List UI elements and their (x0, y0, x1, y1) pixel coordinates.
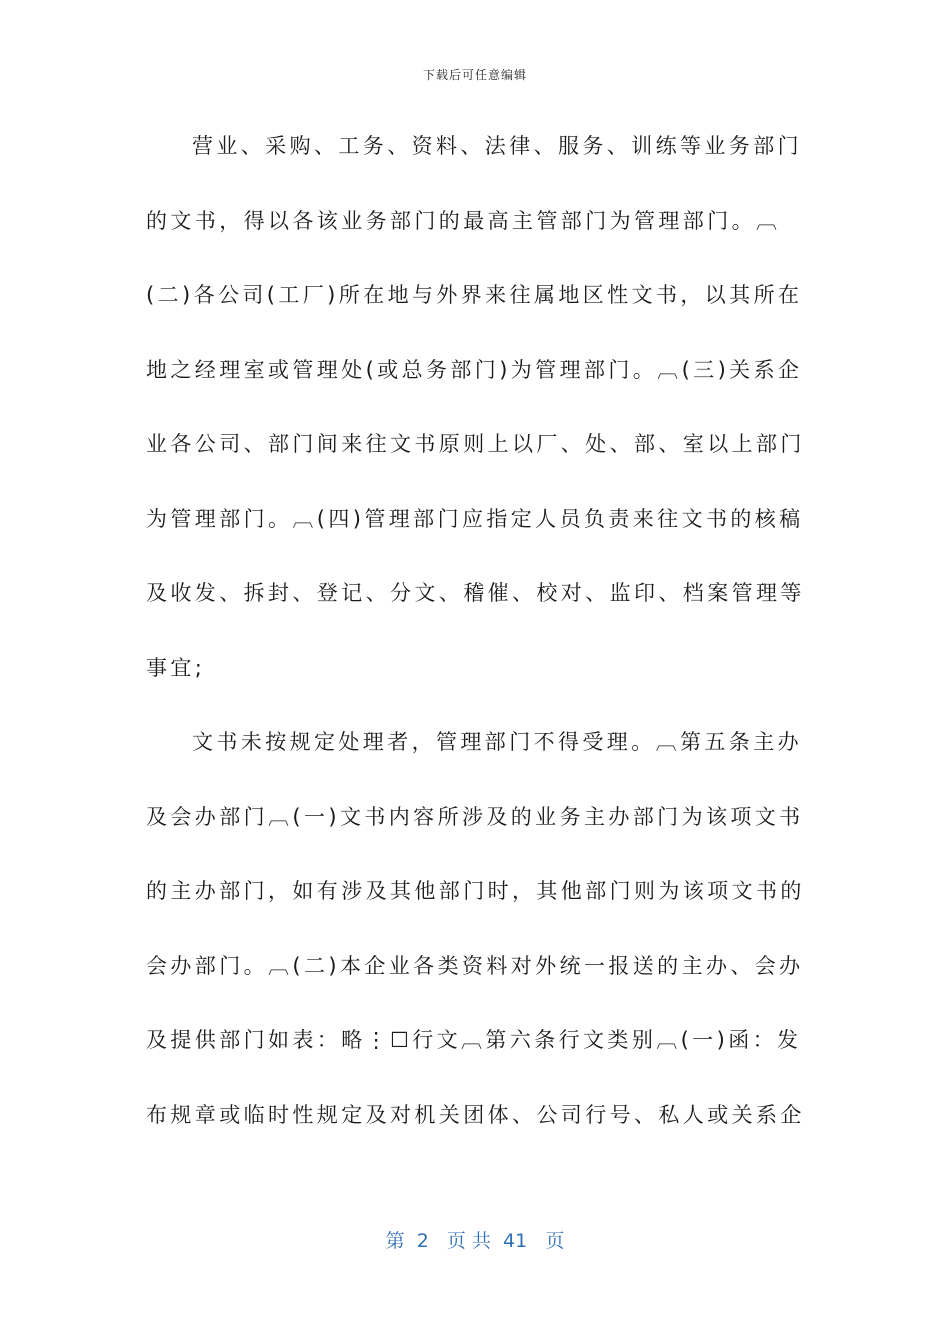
text-line: 及会办部门︹(一)文书内容所涉及的业务主办部门为该项文书 (146, 804, 804, 829)
page-number: 第 2 页 共 41 页 (385, 1230, 565, 1252)
text-line: 会办部门。︹(二)本企业各类资料对外统一报送的主办、会办 (146, 953, 804, 978)
document-body (146, 126, 805, 1169)
text-line: 的文书，得以各该业务部门的最高主管部门为管理部门。︹ (146, 208, 781, 233)
text-line: 业各公司、部门间来往文书原则上以厂、处、部、室以上部门 (146, 432, 805, 456)
text-line: 为管理部门。︹(四)管理部门应指定人员负责来往文书的核稿 (146, 506, 804, 531)
text-line: 地之经理室或管理处(或总务部门)为管理部门。︹(三)关系企 (146, 357, 803, 382)
text-line: 文书未按规定处理者，管理部门不得受理。︹第五条主办 (192, 730, 802, 754)
text-line: 及提供部门如表：略⋮☐行文︹第六条行文类别︹(一)函：发 (146, 1028, 802, 1052)
text-line: 事宜; (146, 655, 206, 680)
text-line: 的主办部门，如有涉及其他部门时，其他部门则为该项文书的 (146, 879, 805, 903)
text-line: 布规章或临时性规定及对机关团体、公司行号、私人或关系企 (146, 1102, 805, 1127)
text-line: 营业、采购、工务、资料、法律、服务、训练等业务部门 (192, 134, 802, 158)
text-line: 及收发、拆封、登记、分文、稽催、校对、监印、档案管理等 (146, 581, 805, 605)
text-line: (二)各公司(工厂)所在地与外界来往属地区性文书，以其所在 (146, 283, 803, 307)
download-note: 下载后可任意编辑 (422, 68, 527, 82)
